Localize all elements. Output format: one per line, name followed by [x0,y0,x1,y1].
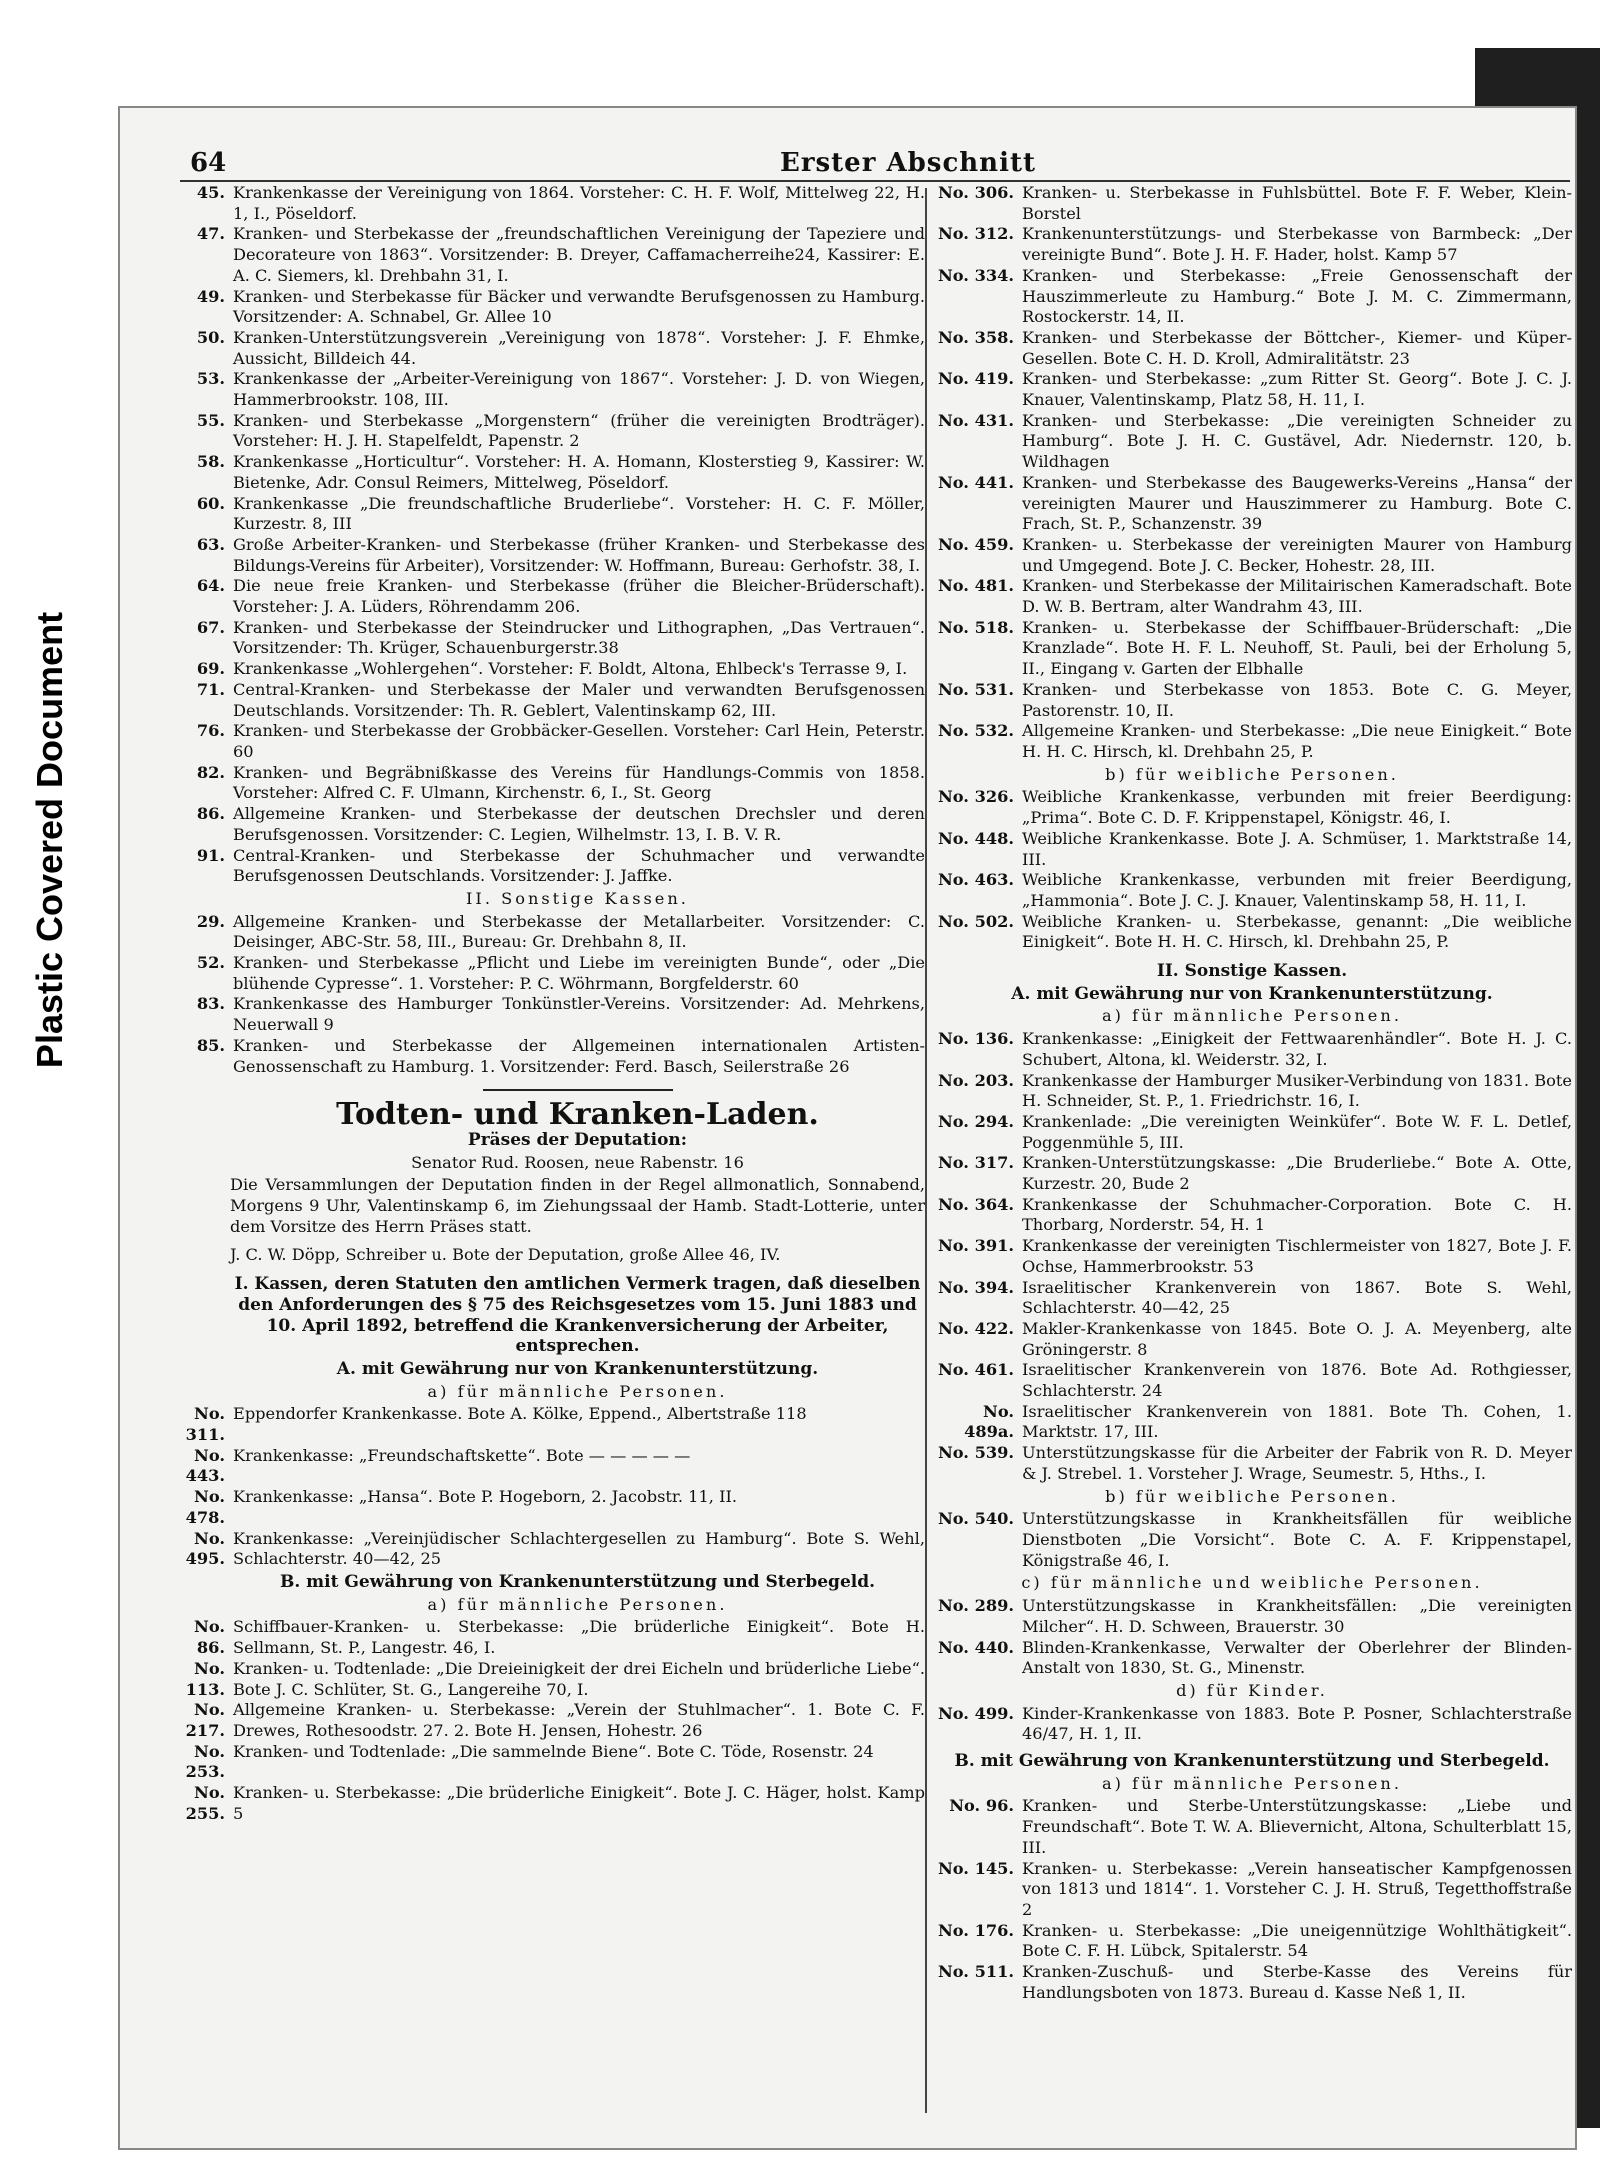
entry-number: 47. [196,224,225,244]
entry-text: Kranken- u. Sterbekasse der Schiffbauer-Brüderschaft: „Die Kranzlade“. Bote H. F. L. Neuhoff, St. Pauli, bei der Erholung 5, II., Eingang v. Garten der Elbhalle [1022,617,1572,679]
entry-number: 45. [196,183,225,202]
document-page [120,108,1575,2148]
list-item [932,1195,1572,1236]
right-entries-weibliche [932,787,1572,953]
entry-text: Kranken- und Sterbekasse „Morgenstern“ (früher die vereinigten Brodträger). Vorsteher: H. J. H. Stapelfeldt, Papenstr. 2 [233,410,925,451]
entry-text: Große Arbeiter-Kranken- und Sterbekasse (früher Kranken- und Sterbekasse des Bildungs-Vereins für Arbeiter), Vorsitzender: W. Hoffmann, Bureau: Gerhofstr. 38, I. [233,534,925,575]
entry-text: Kranken- und Sterbekasse der „freundschaftlichen Vereinigung der Tapeziere und Decorateure von 1863“. Vorsitzender: B. Dreyer, Caffamacherreihe24, Kassirer: E. A. C. Siemers, kl. Drehbahn 31, I. [233,224,925,285]
entry-text: Die neue freie Kranken- und Sterbekasse (früher die Bleicher-Brüderschaft). Vorsteher: J. A. Lüders, Röhrendamm 206. [233,576,925,617]
entry-number: 63. [196,534,225,554]
entry-number: No. 511. [937,1962,1014,1982]
entry-number: 82. [196,762,225,782]
entry-number: No. 495. [185,1528,225,1569]
right-b-sub: a) für männliche Personen. [1102,1773,1402,1793]
entry-text: Allgemeine Kranken- und Sterbekasse der Metallarbeiter. Vorsitzender: C. Deisinger, ABC-Str. 58, III., Bureau: Gr. Drehbahn 8, II. [233,911,925,952]
list-item [932,1071,1572,1112]
right-column [932,183,1572,2003]
entry-number: 49. [196,286,225,306]
entry-text: Kranken- u. Sterbekasse in Fuhlsbüttel. Bote F. F. Weber, Klein-Borstel [1022,183,1572,223]
entry-number: No. 481. [937,576,1014,596]
list-item [932,1596,1572,1637]
entry-number: No. 306. [937,183,1014,202]
list-item [185,1487,925,1528]
entry-text: Blinden-Krankenkasse, Verwalter der Oberlehrer der Blinden-Anstalt von 1830, St. G., Minenstr. [1022,1637,1572,1678]
entry-text: Kranken-Zuschuß- und Sterbe-Kasse des Vereins für Handlungsboten von 1873. Bureau d. Kasse Neß 1, II. [1022,1962,1572,2002]
entry-text: Kranken- und Sterbekasse: „zum Ritter St. Georg“. Bote J. C. J. Knauer, Valentinskamp, Platz 58, H. 11, I. [1022,369,1572,410]
entry-text: Kranken- und Sterbekasse: „Die vereinigten Schneider zu Hamburg“. Bote J. H. C. Gustävel, Adr. Niedernstr. 120, b. Wildhagen [1022,410,1572,472]
entry-text: Kranken- und Todtenlade: „Die sammelnde Biene“. Bote C. Töde, Rosenstr. 24 [233,1741,874,1761]
entry-text: Krankenkasse: „Vereinjüdischer Schlachtergesellen zu Hamburg“. Bote S. Wehl, Schlachterstr. 40—42, 25 [233,1528,925,1569]
list-item [932,680,1572,721]
entry-text: Kranken- und Sterbekasse für Bäcker und verwandte Berufsgenossen zu Hamburg. Vorsitzender: A. Schnabel, Gr. Allee 10 [233,286,925,327]
entry-text: Krankenkasse der Vereinigung von 1864. Vorsteher: C. H. F. Wolf, Mittelweg 22, H. 1, I., Pöseldorf. [233,183,925,223]
entry-text: Krankenkasse der vereinigten Tischlermeister von 1827, Bote J. F. Ochse, Hammerbrookstr. 53 [1022,1236,1572,1276]
entry-number: No. 539. [937,1443,1014,1463]
list-item [196,911,925,953]
entry-text: Kranken- und Begräbnißkasse des Vereins für Handlungs-Commis von 1858. Vorsteher: Alfred C. F. Ulmann, Kirchenstr. 6, I., St. Georg [233,762,925,803]
entry-text: Kinder-Krankenkasse von 1883. Bote P. Posner, Schlachterstraße 46/47, H. 1, II. [1022,1703,1572,1744]
list-item [932,1704,1572,1745]
entry-number: No. 255. [185,1783,225,1823]
entry-text: Unterstützungskasse in Krankheitsfällen für weibliche Dienstboten „Die Vorsicht“. Bote C. A. F. Krippenstapel, Königstraße 46, I. [1022,1509,1572,1570]
entry-number: 29. [196,911,225,931]
entry-text: Unterstützungskasse für die Arbeiter der Fabrik von R. D. Meyer & J. Strebel. 1. Vorsteher J. Wrage, Seumestr. 5, Hths., I. [1022,1443,1572,1483]
entry-text: Kranken- und Sterbekasse der Militairischen Kameradschaft. Bote D. W. B. Bertram, alter Wandrahm 43, III. [1022,576,1572,617]
entry-number: No. 86. [194,1617,225,1658]
entry-number: No. 448. [937,828,1014,848]
list-item [196,224,925,286]
entry-number: 55. [196,410,225,430]
entry-number: No. 440. [937,1637,1014,1657]
entry-number: 76. [196,721,225,741]
entry-text: Kranken- u. Sterbekasse: „Die uneigennützige Wohlthätigkeit“. Bote C. F. H. Lübck, Spitalerstr. 54 [1022,1920,1572,1961]
entry-text: Allgemeine Kranken- und Sterbekasse der deutschen Drechsler und deren Berufsgenossen. Vorsitzender: C. Legien, Wilhelmstr. 13, I. B. V. R. [233,804,925,844]
entry-text: Kranken- u. Todtenlade: „Die Dreieinigkeit der drei Eicheln und brüderliche Liebe“. Bote J. C. Schlüter, St. G., Langereihe 70, I. [233,1658,925,1699]
list-item [932,870,1572,911]
list-item [932,912,1572,953]
versammlungen-text: Die Versammlungen der Deputation finden in der Regel allmonatlich, Sonnabend, Morgens 9 Uhr, Valentinskamp 6, im Ziehungssaal der Hamb. Stadt-Lotterie, unter dem Vorsitze des Herrn Präses statt. [230,1175,925,1236]
list-item [932,787,1572,828]
entry-number: No. 461. [937,1360,1014,1380]
entry-number: No. 312. [937,224,1014,244]
entry-number: No. 391. [937,1236,1014,1256]
right-b-sub-weibliche: b) für weibliche Personen. [1105,1486,1399,1506]
entry-text: Israelitischer Krankenverein von 1876. Bote Ad. Rothgiesser, Schlachterstr. 24 [1022,1360,1572,1401]
list-item [196,286,925,328]
entry-number: No. 394. [937,1277,1014,1297]
entry-text: Allgemeine Kranken- und Sterbekasse: „Die neue Einigkeit.“ Bote H. H. C. Hirsch, kl. Drehbahn 25, P. [1022,721,1572,761]
entry-number: No. 422. [937,1318,1014,1338]
entry-text: Krankenkasse der Hamburger Musiker-Verbindung von 1831. Bote H. Schneider, St. P., 1. Friedrichstr. 16, I. [1022,1070,1572,1111]
list-item [932,1443,1572,1484]
entry-text: Israelitischer Krankenverein von 1867. Bote S. Wehl, Schlachterstr. 40—42, 25 [1022,1277,1572,1318]
left-entries-b [185,1617,925,1824]
list-item [932,1962,1572,2003]
list-item [932,1509,1572,1571]
list-item [932,1112,1572,1153]
list-item [932,1319,1572,1360]
praeses-heading: Präses der Deputation: [467,1129,688,1150]
right-c-sub: c) für männliche und weibliche Personen. [1021,1573,1483,1593]
laden-title: Todten- und Kranken-Laden. [336,1097,819,1133]
entry-number: No. 364. [937,1194,1014,1214]
section-title: Erster Abschnitt [780,148,1036,178]
entry-number: No. 478. [185,1487,225,1527]
entry-number: No. 358. [937,327,1014,347]
entry-number: 52. [196,953,225,973]
list-item [932,1402,1572,1443]
right-sonstige-heading: II. Sonstige Kassen. [1156,961,1348,982]
side-label [0,560,100,1120]
right-a-sub: a) für männliche Personen. [1102,1006,1402,1026]
list-item [196,953,925,994]
entry-number: 85. [196,1035,225,1055]
entry-number: 91. [196,845,225,865]
entry-number: No. 499. [937,1703,1014,1723]
entry-text: Kranken- und Sterbekasse von 1853. Bote C. G. Meyer, Pastorenstr. 10, II. [1022,679,1572,720]
entry-text: Eppendorfer Krankenkasse. Bote A. Kölke, Eppend., Albertstraße 118 [233,1404,807,1424]
list-item [185,1658,925,1700]
entry-number: No. 441. [937,472,1014,492]
entry-number: No. 532. [937,721,1014,741]
entry-text: Krankenkasse der „Arbeiter-Vereinigung von 1867“. Vorsteher: J. D. von Wiegen, Hammerbrookstr. 108, III. [233,369,925,410]
entry-number: No. 317. [937,1153,1014,1173]
entry-text: Weibliche Krankenkasse. Bote J. A. Schmüser, 1. Marktstraße 14, III. [1022,828,1572,869]
list-item [932,829,1572,870]
entry-text: Unterstützungskasse in Krankheitsfällen: „Die vereinigten Milcher“. H. D. Schween, Brauerstr. 30 [1022,1596,1572,1636]
list-item [932,224,1572,265]
entry-text: Makler-Krankenkasse von 1845. Bote O. J. A. Meyenberg, alte Gröningerstr. 8 [1022,1318,1572,1359]
list-item [932,1796,1572,1858]
entry-number: No. 311. [185,1404,225,1445]
list-item [196,327,925,369]
entry-number: 69. [196,659,225,679]
entry-number: 71. [196,679,225,699]
entry-text: Krankenkasse „Wohlergehen“. Vorsteher: F. Boldt, Altona, Ehlbeck's Terrasse 9, I. [233,659,908,679]
list-item [196,534,925,576]
entry-number: No. 463. [937,870,1014,890]
entry-number: No. 145. [937,1858,1014,1878]
list-item [932,618,1572,680]
list-item [932,535,1572,576]
entry-text: Krankenkasse: „Hansa“. Bote P. Hogeborn, 2. Jacobstr. 11, II. [233,1487,738,1507]
entry-number: No. 459. [937,534,1014,554]
list-item [932,1278,1572,1319]
list-item [932,1236,1572,1277]
entry-text: Kranken- und Sterbekasse des Baugewerks-Vereins „Hansa“ der vereinigten Maurer und Hauszimmerer zu Hamburg. Bote C. Frach, St. P., Schanzenstr. 39 [1022,472,1572,534]
entry-number: No. 334. [937,265,1014,285]
schreiber-text: J. C. W. Döpp, Schreiber u. Bote der Deputation, große Allee 46, IV. [230,1245,781,1265]
entry-number: No. 217. [185,1700,225,1740]
entry-number: 64. [196,576,225,596]
entry-text: Central-Kranken- und Sterbekasse der Schuhmacher und verwandte Berufsgenossen Deutschlands. Vorsitzender: J. Jaffke. [233,845,925,886]
list-item [932,1153,1572,1194]
list-item [196,617,925,659]
entry-number: 53. [196,369,225,389]
entry-text: Krankenlade: „Die vereinigten Weinküfer“. Bote W. F. L. Detlef, Poggenmühle 5, III. [1022,1111,1572,1152]
right-entries-b [932,1796,1572,2003]
entry-text: Schiffbauer-Kranken- u. Sterbekasse: „Die brüderliche Einigkeit“. Bote H. Sellmann, St. P., Langestr. 46, I. [233,1617,925,1658]
left-b-sub: a) für männliche Personen. [427,1594,728,1614]
entry-number: 67. [196,617,225,637]
list-item [196,410,925,452]
entry-number: No. 203. [937,1070,1014,1090]
left-column [185,183,925,1824]
list-item [196,452,925,493]
entry-text: Weibliche Kranken- u. Sterbekasse, genannt: „Die weibliche Einigkeit“. Bote H. H. C. Hirsch, kl. Drehbahn 25, P. [1022,911,1572,952]
entry-text: Weibliche Krankenkasse, verbunden mit freier Beerdigung: „Prima“. Bote C. D. F. Krippenstapel, Königstr. 46, I. [1022,787,1572,828]
right-a-heading: A. mit Gewährung nur von Krankenunterstützung. [1011,983,1493,1004]
list-item [932,1360,1572,1401]
list-item [932,1638,1572,1679]
entry-text: Weibliche Krankenkasse, verbunden mit freier Beerdigung, „Hammonia“. Bote J. C. J. Knauer, Valentinskamp 58, H. 11, I. [1022,870,1572,910]
list-item [196,845,925,887]
entry-number: No. 419. [937,369,1014,389]
left-entries-a [185,1404,925,1570]
list-item [196,721,925,762]
entry-text: Kranken- und Sterbekasse der Allgemeinen internationalen Artisten-Genossenschaft zu Hamburg. 1. Vorsitzender: Ferd. Basch, Seilerstraße 26 [233,1035,925,1076]
entry-number: No. 326. [937,787,1014,807]
entry-text: Kranken- u. Sterbekasse: „Verein hanseatischer Kampfgenossen von 1813 und 1814“. 1. Vorsteher C. J. H. Struß, Tegetthoffstraße 2 [1022,1858,1572,1919]
list-item [185,1741,925,1783]
entry-number: 83. [196,994,225,1014]
entry-number: No. 294. [937,1111,1014,1131]
entry-text: Krankenkasse „Horticultur“. Vorsteher: H. A. Homann, Klosterstieg 9, Kassirer: W. Bietenke, Adr. Consul Reimers, Mittelweg, Pöseldorf. [233,452,925,492]
column-divider [925,188,927,2113]
right-entries-d [932,1704,1572,1745]
entry-text: Krankenkasse: „Freundschaftskette“. Bote — — — — — [233,1445,691,1465]
entry-text: Kranken- u. Sterbekasse der vereinigten Maurer von Hamburg und Umgegend. Bote J. C. Becker, Hohestr. 28, III. [1022,534,1572,575]
right-b-heading: B. mit Gewährung von Krankenunterstützung und Sterbegeld. [954,1751,1550,1772]
list-item [932,328,1572,369]
entry-text: Central-Kranken- und Sterbekasse der Maler und verwandten Berufsgenossen Deutschlands. Vorsitzender: Th. R. Geblert, Valentinskamp 62, III. [233,679,925,720]
list-item [196,183,925,224]
list-item [185,1783,925,1824]
entry-text: Kranken- und Sterbe-Unterstützungskasse: „Liebe und Freundschaft“. Bote T. W. A. Blievernicht, Altona, Schulterblatt 15, III. [1022,1796,1572,1857]
praeses-name: Senator Rud. Roosen, neue Rabenstr. 16 [411,1152,744,1172]
section-rule [483,1089,673,1091]
entry-text: Kranken- und Sterbekasse der Böttcher-, Kiemer- und Küper-Gesellen. Bote C. H. D. Kroll, Admiralitätstr. 23 [1022,327,1572,368]
side-label-text: Plastic Covered Document [29,611,70,1069]
list-item [196,679,925,721]
left-entries-top [196,183,925,887]
kassen-heading: I. Kassen, deren Statuten den amtlichen Vermerk tragen, daß dieselben den Anforderungen des § 75 des Reichsgesetzes vom 15. Juni 1883 und 10. April 1892, betreffend die Krankenversicherung der Arbeiter, entsprechen. [234,1274,921,1357]
list-item [932,1859,1572,1921]
entry-number: No. 489a. [964,1401,1014,1442]
right-entries-a [932,1029,1572,1484]
right-entries-b-weibliche [932,1509,1572,1571]
entry-text: Krankenkasse: „Einigkeit der Fettwaarenhändler“. Bote H. J. C. Schubert, Altona, kl. Weiderstr. 32, I. [1022,1029,1572,1069]
header-rule [180,180,1570,182]
entry-number: No. 113. [185,1658,225,1699]
entry-number: No. 96. [949,1796,1014,1816]
left-entries-sonstige [196,911,925,1078]
right-entries-top [932,183,1572,763]
entry-text: Kranken- und Sterbekasse der Steindrucker und Lithographen, „Das Vertrauen“. Vorsitzender: Th. Krüger, Schauenburgerstr.38 [233,617,925,658]
list-item [196,576,925,617]
list-item [932,183,1572,224]
entry-text: Kranken- u. Sterbekasse: „Die brüderliche Einigkeit“. Bote J. C. Häger, holst. Kamp 5 [233,1783,925,1823]
right-weibliche-sub: b) für weibliche Personen. [1105,764,1399,784]
entry-number: No. 253. [185,1741,225,1782]
list-item [932,576,1572,617]
entry-number: No. 176. [937,1920,1014,1940]
entry-text: Krankenkasse des Hamburger Tonkünstler-Vereins. Vorsitzender: Ad. Mehrkens, Neuerwall 9 [233,994,925,1035]
entry-number: No. 443. [185,1445,225,1486]
left-a-sub: a) für männliche Personen. [427,1381,728,1401]
right-entries-c [932,1596,1572,1679]
list-item [196,369,925,410]
list-item [196,804,925,845]
entry-text: Allgemeine Kranken- u. Sterbekasse: „Verein der Stuhlmacher“. 1. Bote C. F. Drewes, Rothesoodstr. 27. 2. Bote H. Jensen, Hohestr. 26 [233,1700,925,1740]
entry-text: Israelitischer Krankenverein von 1881. Bote Th. Cohen, 1. Marktstr. 17, III. [1022,1401,1572,1442]
entry-text: Krankenkasse „Die freundschaftliche Bruderliebe“. Vorsteher: H. C. F. Möller, Kurzestr. 8, III [233,493,925,534]
left-a-heading: A. mit Gewährung nur von Krankenunterstützung. [336,1358,819,1379]
entry-text: Kranken-Unterstützungsverein „Vereinigung von 1878“. Vorsteher: J. F. Ehmke, Aussicht, Billdeich 44. [233,327,925,368]
entry-text: Kranken- und Sterbekasse „Pflicht und Liebe im vereinigten Bunde“, oder „Die blühende Cypresse“. 1. Vorsteher: P. C. Wöhrmann, Borgfelderstr. 60 [233,953,925,993]
entry-number: No. 289. [937,1596,1014,1616]
list-item [185,1445,925,1487]
page-header [120,148,1575,178]
entry-number: No. 431. [937,410,1014,430]
entry-number: No. 502. [937,911,1014,931]
entry-number: No. 518. [937,617,1014,637]
list-item [932,473,1572,535]
entry-number: 58. [196,452,225,472]
entry-number: No. 136. [937,1029,1014,1049]
entry-text: Krankenunterstützungs- und Sterbekasse von Barmbeck: „Der vereinigte Bund“. Bote J. H. F. Hader, holst. Kamp 57 [1022,224,1572,265]
entry-text: Kranken- und Sterbekasse: „Freie Genossenschaft der Hauszimmerleute zu Hamburg.“ Bote J. M. C. Zimmermann, Rostockerstr. 14, II. [1022,265,1572,327]
list-item [196,493,925,535]
entry-number: 60. [196,493,225,513]
page-number: 64 [190,148,227,178]
entry-text: Kranken-Unterstützungskasse: „Die Bruderliebe.“ Bote A. Otte, Kurzestr. 20, Bude 2 [1022,1153,1572,1194]
entry-number: No. 540. [937,1509,1014,1529]
entry-number: No. 531. [937,679,1014,699]
list-item [196,659,925,680]
entry-text: Kranken- und Sterbekasse der Grobbäcker-Gesellen. Vorsteher: Carl Hein, Peterstr. 60 [233,721,925,761]
list-item [932,369,1572,410]
list-item [185,1404,925,1445]
list-item [196,994,925,1035]
entry-number: 50. [196,327,225,347]
list-item [932,266,1572,328]
list-item [932,721,1572,762]
list-item [185,1528,925,1570]
right-d-sub: d) für Kinder. [1176,1680,1328,1700]
entry-text: Krankenkasse der Schuhmacher-Corporation. Bote C. H. Thorbarg, Norderstr. 54, H. 1 [1022,1194,1572,1235]
left-b-heading: B. mit Gewährung von Krankenunterstützung und Sterbegeld. [279,1572,876,1592]
list-item [932,1921,1572,1962]
list-item [932,411,1572,473]
list-item [196,1035,925,1077]
list-item [196,762,925,804]
entry-number: 86. [196,804,225,824]
list-item [185,1700,925,1741]
left-sonstige-heading: II. Sonstige Kassen. [466,888,689,908]
list-item [194,1617,925,1658]
list-item [932,1029,1572,1070]
